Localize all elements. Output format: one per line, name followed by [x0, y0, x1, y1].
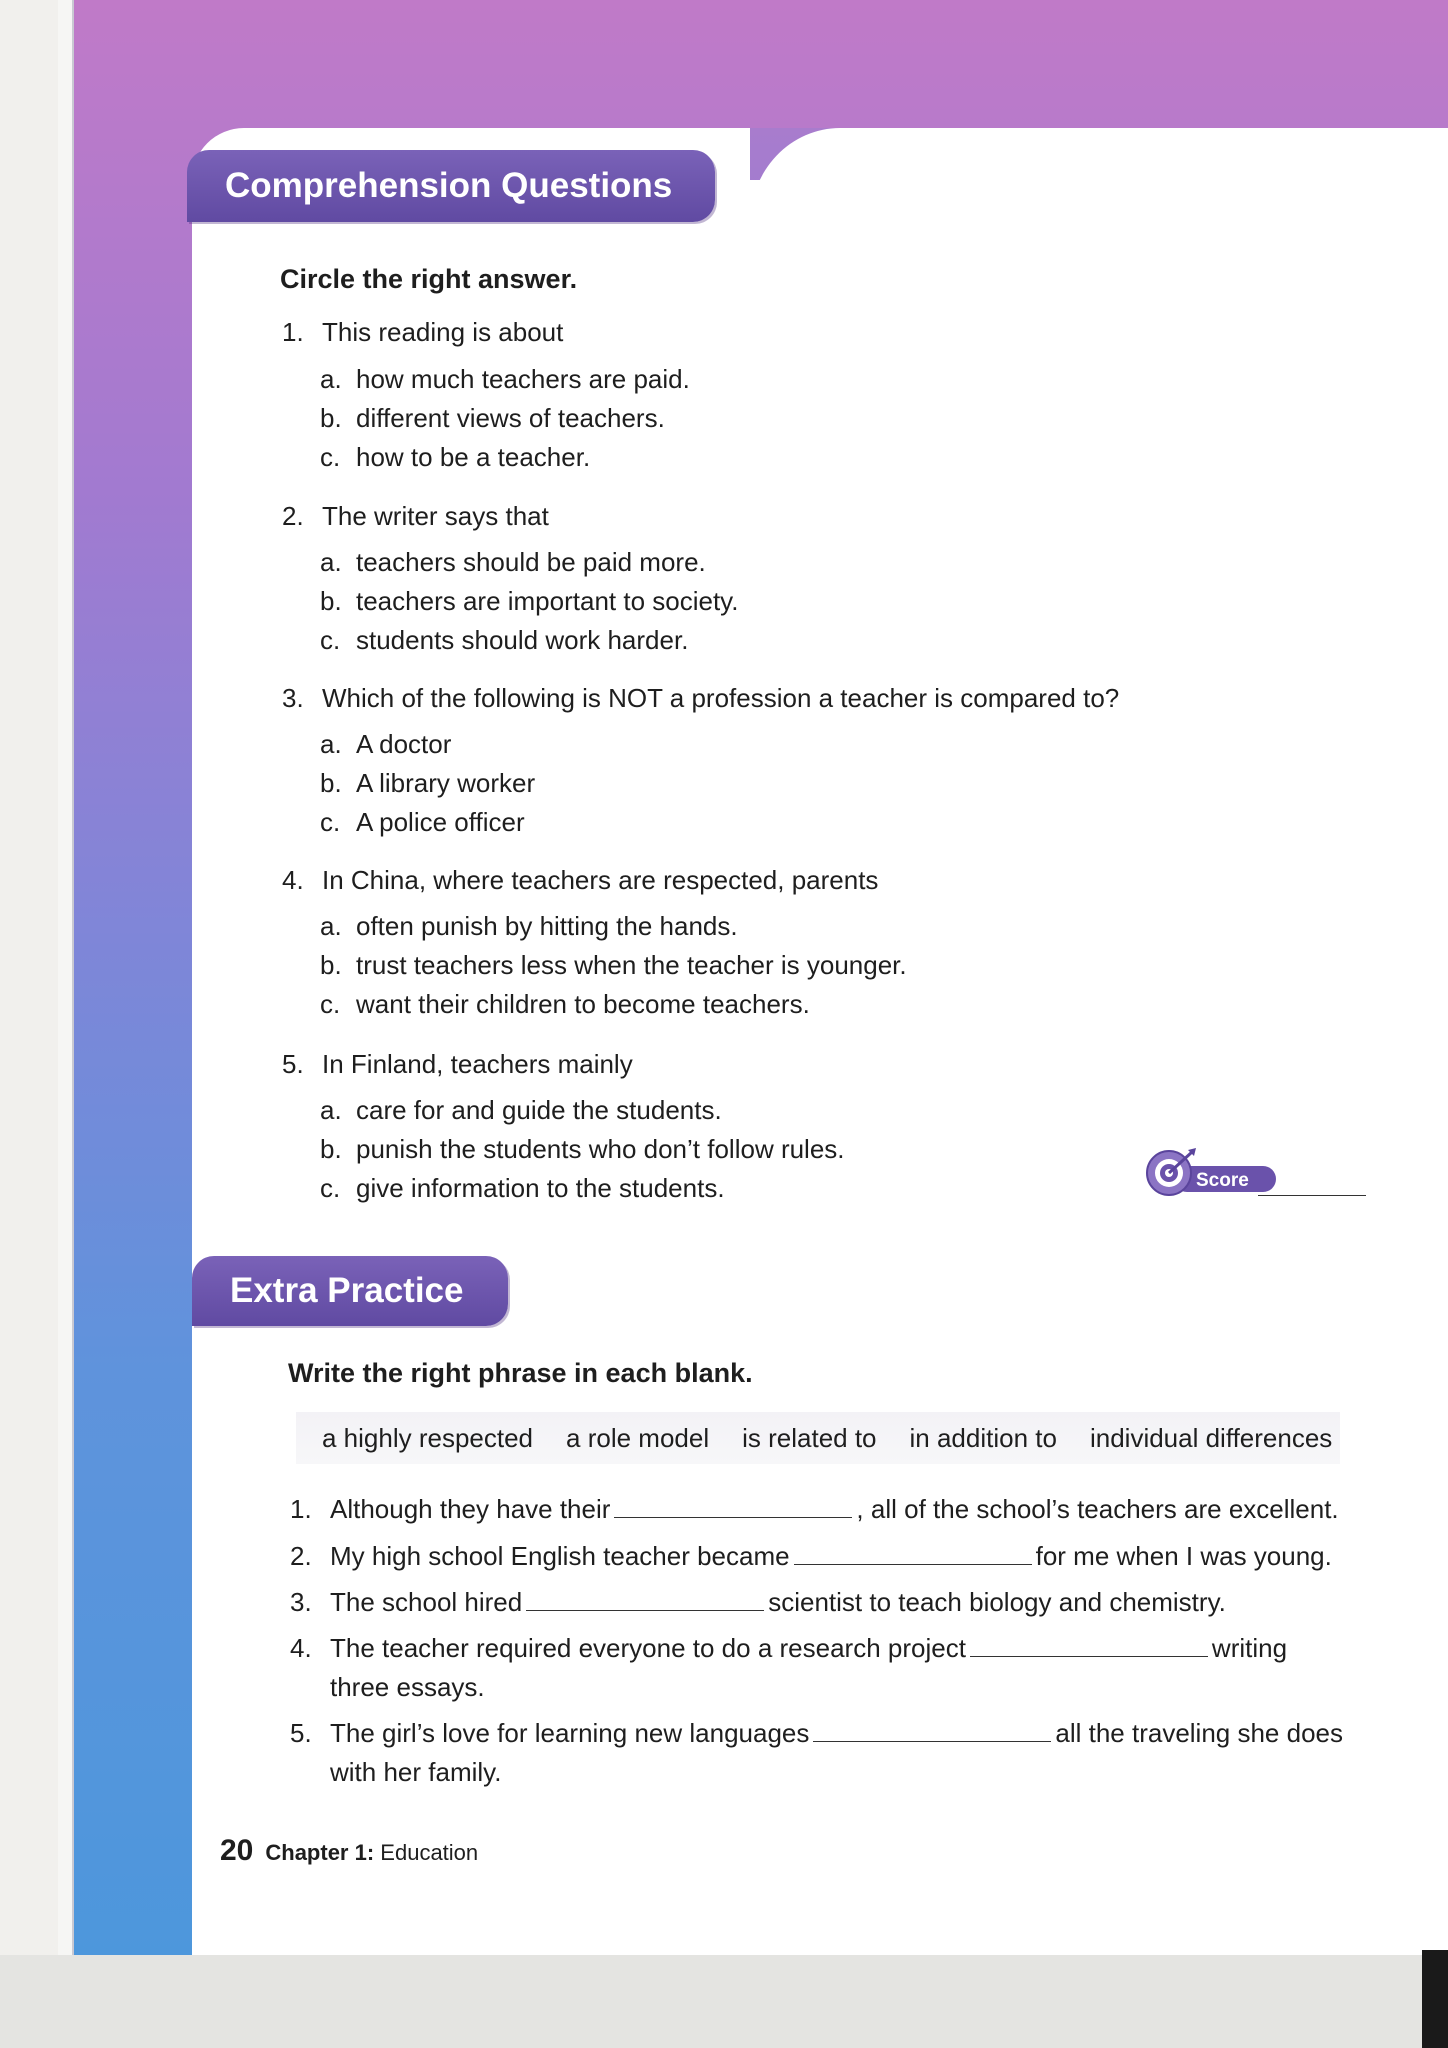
- option[interactable]: a. care for and guide the students.: [320, 1095, 722, 1125]
- score-badge: [1144, 1148, 1368, 1198]
- option[interactable]: c. A police officer: [320, 807, 525, 837]
- option[interactable]: a. A doctor: [320, 729, 452, 759]
- question-4: 4. In China, where teachers are respected, parents: [282, 865, 879, 895]
- option[interactable]: b. A library worker: [320, 768, 536, 798]
- extra-instruction: Write the right phrase in each blank.: [288, 1358, 753, 1388]
- option[interactable]: c. want their children to become teachers.: [320, 989, 810, 1019]
- answer-blank[interactable]: [970, 1632, 1208, 1657]
- score-label: Score: [1196, 1170, 1249, 1191]
- word-bank-item: in addition to: [909, 1422, 1057, 1453]
- option[interactable]: b. punish the students who don’t follow rules.: [320, 1134, 845, 1164]
- page-edge-strip: [58, 0, 74, 1960]
- option[interactable]: c. give information to the students.: [320, 1173, 725, 1203]
- option[interactable]: c. how to be a teacher.: [320, 442, 591, 472]
- exercise-4: 4. The teacher required everyone to do a research project writing three essays.: [290, 1633, 1288, 1702]
- option[interactable]: b. teachers are important to society.: [320, 586, 739, 616]
- word-bank: [296, 1412, 1340, 1464]
- question-1: 1. This reading is about: [282, 317, 564, 347]
- word-bank-item: a role model: [566, 1422, 710, 1453]
- answer-blank[interactable]: [526, 1586, 764, 1611]
- word-bank-item: individual differences: [1089, 1422, 1333, 1453]
- chapter-label: Chapter 1:: [265, 1840, 375, 1865]
- exercise-2: 2. My high school English teacher became for me when I was young.: [290, 1541, 1332, 1571]
- chapter-title: Education: [380, 1840, 479, 1865]
- page-footer: [220, 1834, 478, 1868]
- question-5: 5. In Finland, teachers mainly: [282, 1049, 633, 1079]
- scan-bottom-edge: [0, 1955, 1422, 2048]
- exercise-1: 1. Although they have their , all of the school’s teachers are excellent.: [290, 1494, 1339, 1524]
- answer-blank[interactable]: [813, 1717, 1051, 1742]
- exercise-5: 5. The girl’s love for learning new languages all the traveling she does with her family.: [290, 1718, 1343, 1787]
- exercise-3: 3. The school hired scientist to teach biology and chemistry.: [290, 1587, 1226, 1617]
- word-bank-item: a highly respected: [322, 1422, 534, 1453]
- scan-corner-shadow: [1422, 1950, 1448, 2048]
- option[interactable]: a. how much teachers are paid.: [320, 364, 690, 394]
- option[interactable]: a. often punish by hitting the hands.: [320, 911, 738, 941]
- question-2: 2. The writer says that: [282, 501, 549, 531]
- page-number: 20: [220, 1834, 254, 1867]
- option[interactable]: b. different views of teachers.: [320, 403, 665, 433]
- answer-blank[interactable]: [794, 1540, 1032, 1565]
- word-bank-item: is related to: [742, 1422, 877, 1453]
- comprehension-instruction: Circle the right answer.: [280, 264, 578, 294]
- option[interactable]: c. students should work harder.: [320, 625, 689, 655]
- extra-practice-banner: [192, 1256, 508, 1326]
- question-3: 3. Which of the following is NOT a profession a teacher is compared to?: [282, 683, 1120, 713]
- answer-blank[interactable]: [614, 1493, 852, 1518]
- option[interactable]: b. trust teachers less when the teacher is younger.: [320, 950, 907, 980]
- comprehension-title: Comprehension Questions: [225, 166, 673, 205]
- extra-practice-title: Extra Practice: [230, 1271, 464, 1310]
- comprehension-banner: [187, 150, 715, 222]
- score-input-line[interactable]: [1258, 1195, 1366, 1196]
- option[interactable]: a. teachers should be paid more.: [320, 547, 706, 577]
- scan-left-margin: [0, 0, 58, 2048]
